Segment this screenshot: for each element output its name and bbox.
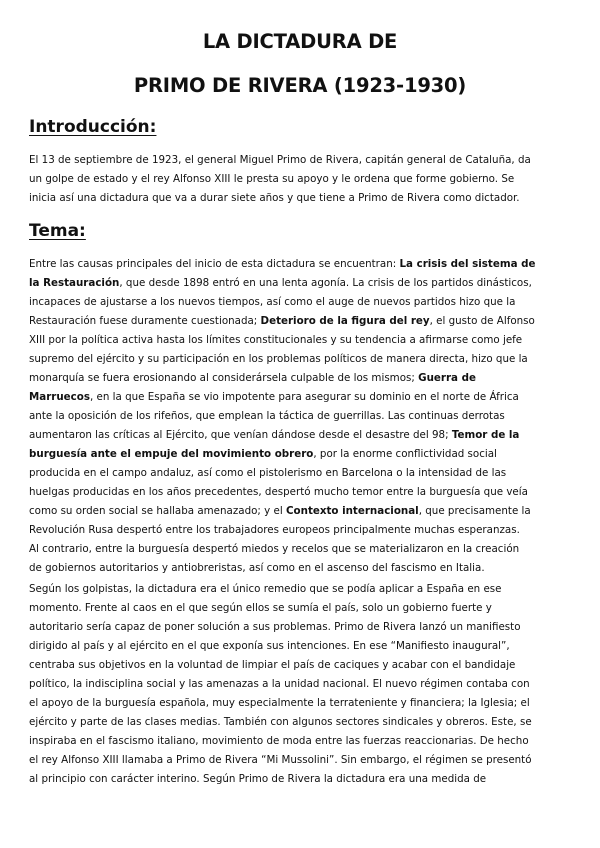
bold-term: Marruecos — [29, 391, 90, 403]
text-run: , que desde 1898 entró en una lenta agonía. La crisis de los partidos dinásticos, — [119, 277, 532, 289]
text-line — [29, 312, 574, 331]
text-line: el rey Alfonso XIII llamaba a Primo de Rivera “Mi Mussolini”. Sin embargo, el régimen se presentó — [29, 754, 532, 766]
intro-heading: Introducción: — [29, 117, 157, 137]
text-line: producida en el campo andaluz, así como el pistolerismo en Barcelona o la intensidad de las — [29, 467, 507, 479]
text-line: El 13 de septiembre de 1923, el general Miguel Primo de Rivera, capitán general de Cataluña, da — [29, 154, 531, 166]
text-run: como su orden social se hallaba amenazado; y el — [29, 505, 286, 517]
text-line: Revolución Rusa despertó entre los trabajadores europeos principalmente muchas esperanzas. — [29, 524, 520, 536]
text-line: al principio con carácter interino. Según Primo de Rivera la dictadura era una medida de — [29, 773, 487, 785]
text-line: inicia así una dictadura que va a durar siete años y que tiene a Primo de Rivera como dictador. — [29, 192, 520, 204]
text-line: Al contrario, entre la burguesía despertó miedos y recelos que se materializaron en la creación — [29, 543, 520, 555]
bold-term: la Restauración — [29, 277, 120, 289]
text-line: dirigido al país y al ejército en el que exponía sus intenciones. En ese “Manifiesto inaugural”, — [29, 640, 510, 652]
text-line: inspiraba en el fascismo italiano, movimiento de moda entre las fuerzas reaccionarias. De hecho — [29, 735, 529, 747]
text-run: , que precisamente la — [418, 505, 531, 517]
bold-term: burguesía ante el empuje del movimiento obrero — [29, 448, 314, 460]
text-run: , el gusto de Alfonso — [429, 315, 535, 327]
golpistas-paragraph — [29, 580, 574, 789]
text-line — [29, 274, 574, 293]
text-line: momento. Frente al caos en el que según ellos se sumía el país, solo un gobierno fuerte y — [29, 602, 492, 614]
text-line: supremo del ejército y su participación en los problemas políticos de manera directa, hizo que la — [29, 353, 528, 365]
tema-heading: Tema: — [29, 221, 86, 241]
text-run: Entre las causas principales del inicio de esta dictadura se encuentran: — [29, 258, 400, 270]
text-line: incapaces de ajustarse a los nuevos tiempos, así como el auge de nuevos partidos hizo que la — [29, 296, 516, 308]
text-run: Restauración fuese duramente cuestionada; — [29, 315, 261, 327]
intro-paragraph — [29, 151, 574, 208]
text-line: XIII por la política activa hasta los límites constitucionales y su tendencia a afirmarse como jefe — [29, 334, 523, 346]
text-line: centraba sus objetivos en la voluntad de limpiar el país de caciques y acabar con el bandidaje — [29, 659, 516, 671]
bold-term: Temor de la — [451, 429, 520, 441]
text-line — [29, 426, 574, 445]
text-line: ante la oposición de los rifeños, que emplean la táctica de guerrillas. Las continuas derrotas — [29, 410, 505, 422]
bold-term: Guerra de — [418, 372, 476, 384]
text-line — [29, 255, 574, 274]
causes-paragraph — [29, 255, 574, 578]
text-line: autoritario sería capaz de poner solución a sus problemas. Primo de Rivera lanzó un manifiesto — [29, 621, 521, 633]
text-line — [29, 502, 574, 521]
text-line: de gobiernos autoritarios y antiobreristas, así como en el ascenso del fascismo en Italia. — [29, 562, 485, 574]
text-line: el apoyo de la burguesía española, muy especialmente la terrateniente y financiera; la Iglesia; el — [29, 697, 530, 709]
document-title-line-2: PRIMO DE RIVERA (1923-1930) — [133, 74, 467, 97]
text-line: Según los golpistas, la dictadura era el único remedio que se podía aplicar a España en ese — [29, 583, 502, 595]
bold-term: Contexto internacional — [285, 505, 419, 517]
bold-term: La crisis del sistema de — [399, 258, 536, 270]
text-line: político, la indisciplina social y las amenazas a la unidad nacional. El nuevo régimen contaba con — [29, 678, 530, 690]
text-run: , en la que España se vio impotente para asegurar su dominio en el norte de África — [89, 391, 519, 403]
bold-term: Deterioro de la figura del rey — [260, 315, 430, 327]
text-run: monarquía se fuera erosionando al considerársela culpable de los mismos; — [29, 372, 419, 384]
text-line: ejército y parte de las clases medias. También con algunos sectores sindicales y obreros. Este, se — [29, 716, 532, 728]
text-run: , por la enorme conflictividad social — [313, 448, 497, 460]
text-line: un golpe de estado y el rey Alfonso XIII le presta su apoyo y le ordena que forme gobierno. Se — [29, 173, 515, 185]
text-line: huelgas producidas en los años precedentes, despertó mucho temor entre la burguesía que veía — [29, 486, 528, 498]
text-run: aumentaron las críticas al Ejército, que venían dándose desde el desastre del 98; — [29, 429, 452, 441]
text-line — [29, 369, 574, 388]
document-title-line-1: LA DICTADURA DE — [202, 30, 398, 53]
text-line — [29, 388, 574, 407]
text-line — [29, 445, 574, 464]
